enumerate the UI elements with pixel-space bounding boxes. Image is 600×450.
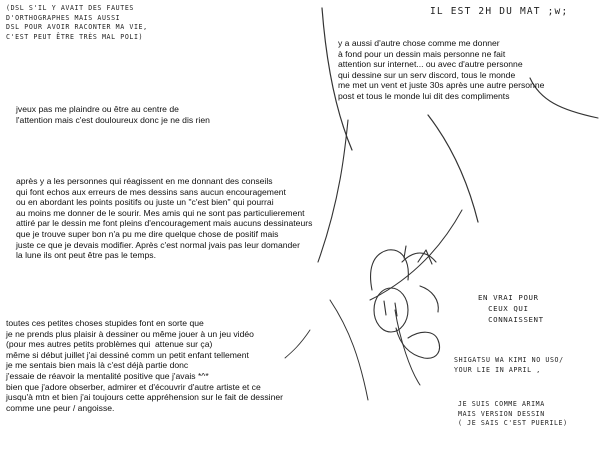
- bubble-line-bottom: [330, 300, 368, 400]
- bubble-line-long: [370, 210, 462, 300]
- text-paragraph-stupid-things: toutes ces petites choses stupides font en sorte que je ne prends plus plaisir à dessiner ou même jouer à un jeu vidéo (pour mes autres petits problèmes qui attenue sur ça) même si début juillet j'ai dessiné comm un petit enfant tellement je me sentais bien mais là c'est déjà partie donc j'essaie de réavoir la mentalité positive que j'avais *^* bien que j'adore obserber, admirer et d'écouvrir d'autre artiste et ce jusqu'à mtn et bien j'ai toujours cette appréhension sur le fait de dessiner comme une peur / angoisse.: [6, 318, 284, 413]
- text-paragraph-internet: y a aussi d'autre chose comme me donner à fond pour un dessin mais personne ne fait attention sur internet... ou avec d'autre personne qui dessine sur un serv discord, tous le monde me met un vent et juste 30s après une autre personne post et tous le monde lui dit des compliments: [338, 38, 545, 101]
- handwritten-time-note: IL EST 2H DU MAT ;w;: [430, 6, 569, 17]
- handwritten-anime-title: SHIGATSU WA KIMI NO USO/ YOUR LIE IN APRIL ,: [454, 356, 564, 374]
- bubble-line-mid: [428, 115, 478, 222]
- bunny-character: [371, 246, 440, 358]
- bubble-line-bottom2: [395, 310, 420, 385]
- handwritten-like-arima: JE SUIS COMME ARIMA MAIS VERSION DESSIN ( JE SAIS C'EST PUERILE): [458, 400, 568, 427]
- handwritten-apology-note: (DSL S'IL Y AVAIT DES FAUTES D'ORTHOGRAPHES MAIS AUSSI DSL POUR AVOIR RACONTER MA VIE, C'EST PEUT ÊTRE TRÈS MAL POLI): [6, 4, 148, 41]
- bubble-line-diagonal: [318, 120, 348, 262]
- text-paragraph-advice: après y a les personnes qui réagissent en me donnant des conseils qui font echos aux erreurs de mes dessins sans aucun encouragement ou en abordant les points positifs ou juste un "c'est bien" qui pourrai au moins me donner de le sourir. Mes amis qui ne sont pas particulierement attiré par le dessin me font pleins d'encouragement mais aucuns dessinateurs que je trouve super bon n'a pu me dire quelque chose de positif mais juste ce que je devais modifier. Après c'est normal jvais pas leur domander la lune ils ont peut être pas le temps.: [16, 176, 313, 261]
- text-paragraph-complain: jveux pas me plaindre ou être au centre de l'attention mais c'est douloureux donc je ne dis rien: [16, 104, 210, 125]
- bubble-line-small: [285, 330, 310, 358]
- handwritten-for-those-who-know: EN VRAI POUR CEUX QUI CONNAISSENT: [478, 293, 544, 324]
